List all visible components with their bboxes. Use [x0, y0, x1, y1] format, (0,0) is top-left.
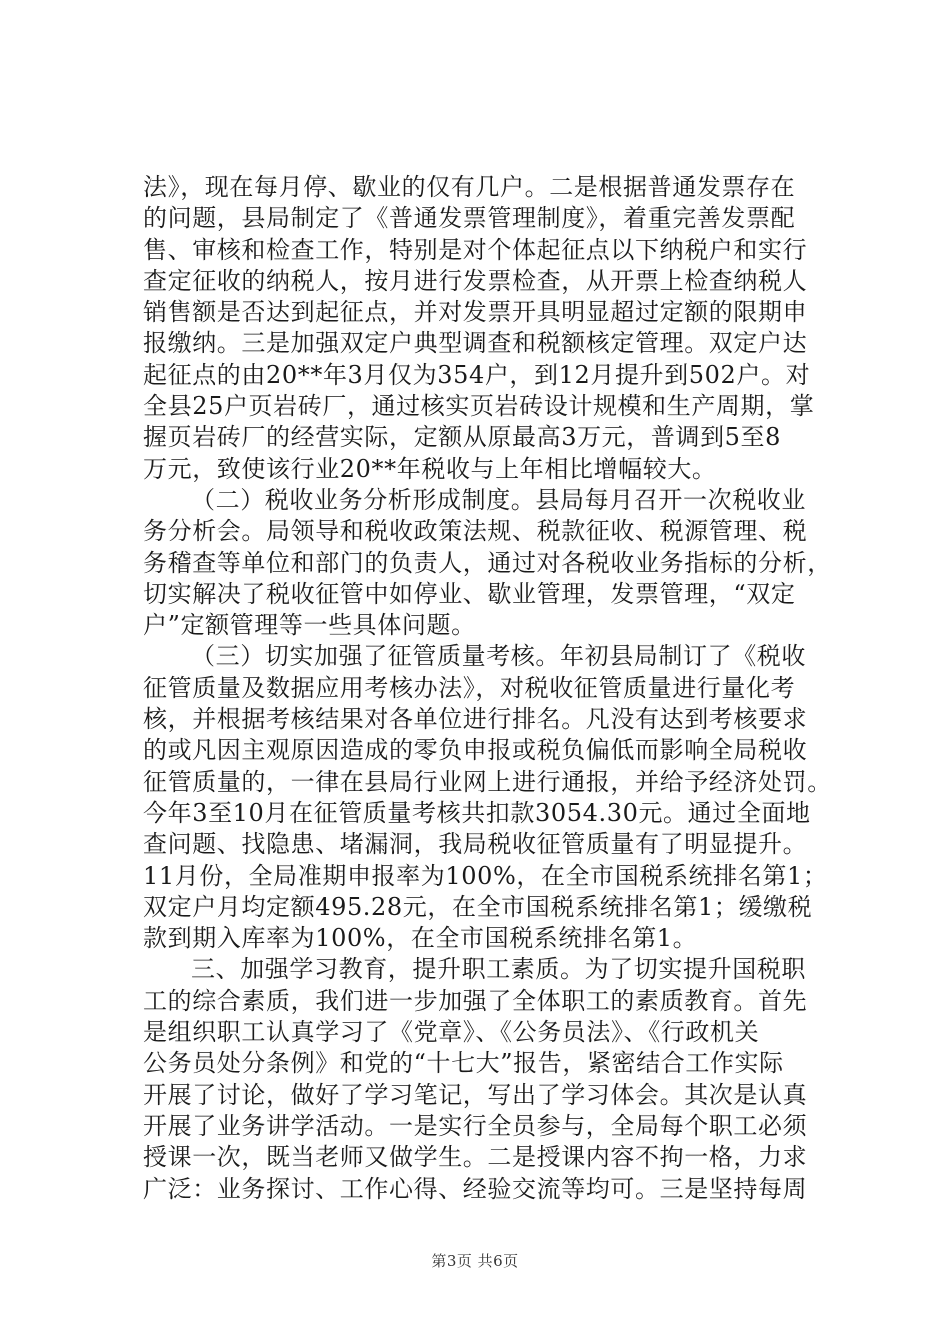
text-line: 开展了讨论，做好了学习笔记，写出了学习体会。其次是认真 [143, 1080, 808, 1109]
document-body [143, 172, 833, 1205]
paragraph-start-line: （三）切实加强了征管质量考核。年初县局制订了《税收 [191, 642, 806, 671]
text-line: 切实解决了税收征管中如停业、歇业管理，发票管理，“双定 [143, 579, 796, 608]
paragraph-start-line: （二）税收业务分析形成制度。县局每月召开一次税收业 [191, 485, 806, 514]
text-line: 11月份，全局准期申报率为100%，在全市国税系统排名第1； [143, 861, 828, 890]
text-line: 征管质量的，一律在县局行业网上进行通报，并给予经济处罚。 [143, 767, 832, 796]
text-line: 报缴纳。三是加强双定户典型调查和税额核定管理。双定户达 [143, 329, 808, 358]
text-line: 法》，现在每月停、歇业的仅有几户。二是根据普通发票存在 [143, 173, 796, 201]
text-line: 查定征收的纳税人，按月进行发票检查，从开票上检查纳税人 [143, 266, 808, 295]
text-line: 户”定额管理等一些具体问题。 [143, 611, 476, 640]
text-line: 开展了业务讲学活动。一是实行全员参与，全局每个职工必须 [143, 1111, 808, 1140]
text-line: 征管质量及数据应用考核办法》，对税收征管质量进行量化考 [143, 673, 796, 702]
text-line: 务分析会。局领导和税收政策法规、税款征收、税源管理、税 [143, 517, 808, 546]
text-line: 款到期入库率为100%，在全市国税系统排名第1。 [143, 924, 698, 953]
text-line: 起征点的由20**年3月仅为354户，到12月提升到502户。对 [143, 360, 811, 389]
text-line: 今年3至10月在征管质量考核共扣款3054.30元。通过全面地 [143, 798, 811, 827]
text-line: 的或凡因主观原因造成的零负申报或税负偏低而影响全局税收 [143, 736, 808, 765]
text-line: 公务员处分条例》和党的“十七大”报告，紧密结合工作实际 [143, 1049, 784, 1078]
text-line: 务稽查等单位和部门的负责人，通过对各税收业务指标的分析， [143, 548, 832, 577]
page-number-label: 第3页 共6页 [431, 1252, 519, 1270]
text-line: 授课一次，既当老师又做学生。二是授课内容不拘一格，力求 [143, 1143, 808, 1172]
text-line: 核，并根据考核结果对各单位进行排名。凡没有达到考核要求 [143, 705, 808, 734]
text-line: 广泛：业务探讨、工作心得、经验交流等均可。三是坚持每周 [143, 1174, 808, 1203]
text-line: 全县25户页岩砖厂，通过核实页岩砖设计规模和生产周期，掌 [143, 392, 815, 421]
text-line: 的问题，县局制定了《普通发票管理制度》，着重完善发票配 [143, 204, 796, 233]
text-line: 握页岩砖厂的经营实际，定额从原最高3万元，普调到5至8 [143, 423, 782, 452]
text-line: 销售额是否达到起征点，并对发票开具明显超过定额的限期申 [143, 298, 808, 327]
text-line: 双定户月均定额495.28元，在全市国税系统排名第1；缓缴税 [143, 892, 813, 921]
text-line: 查问题、找隐患、堵漏洞，我局税收征管质量有了明显提升。 [143, 830, 808, 859]
text-line: 万元，致使该行业20**年税收与上年相比增幅较大。 [143, 454, 717, 483]
text-line: 工的综合素质，我们进一步加强了全体职工的素质教育。首先 [143, 986, 808, 1015]
page-footer [0, 1250, 950, 1271]
paragraph-start-line: 三、加强学习教育，提升职工素质。为了切实提升国税职 [191, 955, 806, 984]
text-line: 售、审核和检查工作，特别是对个体起征点以下纳税户和实行 [143, 235, 808, 264]
text-line: 是组织职工认真学习了《党章》、《公务员法》、《行政机关 [143, 1018, 760, 1047]
